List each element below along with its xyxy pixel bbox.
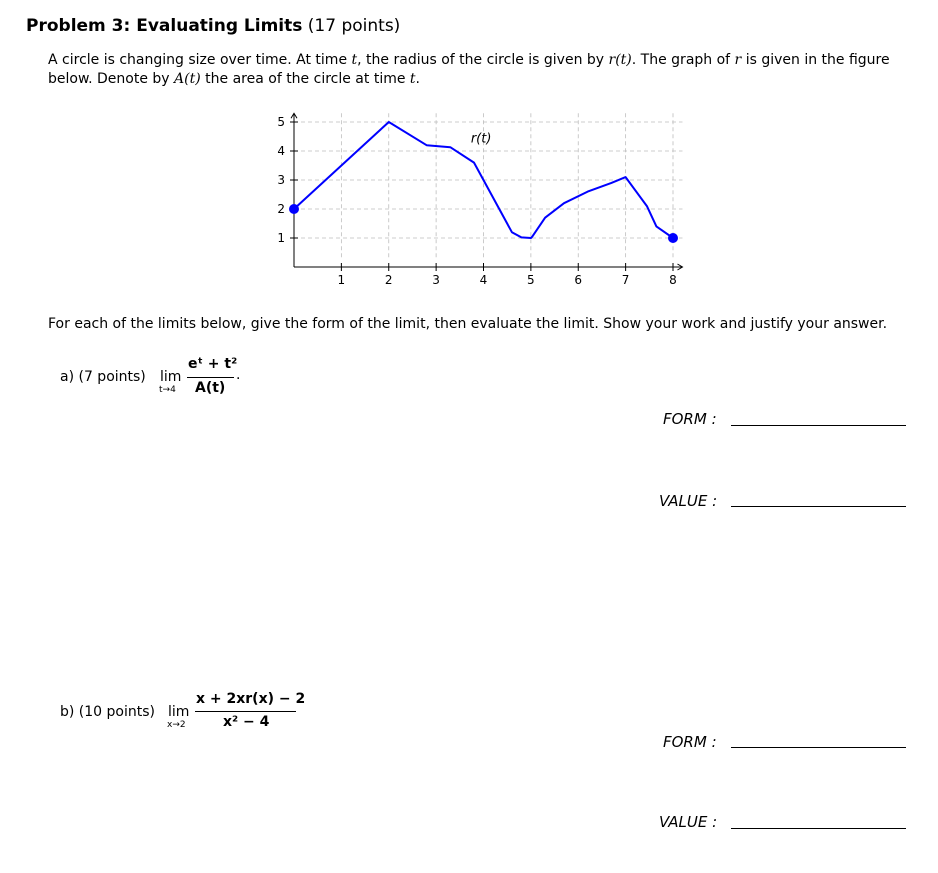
part-b-value-label: VALUE : xyxy=(659,813,718,831)
graph-series xyxy=(289,122,678,243)
problem-title-bold: Problem 3: Evaluating Limits xyxy=(26,16,303,36)
endpoint-dot xyxy=(289,204,299,214)
part-a-numerator: eᵗ + t² xyxy=(188,356,238,372)
part-b-approach: x→2 xyxy=(167,720,186,730)
radius-graph xyxy=(0,0,938,300)
x-tick-label: 4 xyxy=(479,273,488,287)
part-a-form-label: FORM : xyxy=(663,410,717,428)
instructions: For each of the limits below, give the form of the limit, then evaluate the limit. Show your work and justify your answer. xyxy=(48,316,888,332)
part-a-approach: t→4 xyxy=(159,385,176,395)
part-b-value-blank[interactable] xyxy=(731,828,906,829)
y-tick-label: 2 xyxy=(277,202,285,216)
endpoint-dot xyxy=(668,233,678,243)
problem-points: (17 points) xyxy=(307,16,401,36)
part-b-form-blank[interactable] xyxy=(731,747,906,748)
part-b-denominator: x² − 4 xyxy=(223,714,270,730)
part-b-lim: lim xyxy=(168,704,190,720)
y-tick-label: 3 xyxy=(277,173,285,187)
part-a-denominator: A(t) xyxy=(195,380,226,396)
y-tick-label: 4 xyxy=(277,144,285,158)
part-a-value-blank[interactable] xyxy=(731,506,906,507)
x-tick-label: 8 xyxy=(669,273,677,287)
series-label: r(t) xyxy=(470,131,492,147)
part-a-fraction-bar xyxy=(187,377,234,378)
part-b-label: b) (10 points) xyxy=(60,704,155,720)
part-a-period: . xyxy=(236,367,241,383)
part-a-lim: lim xyxy=(160,369,182,385)
x-tick-label: 1 xyxy=(337,273,346,287)
y-tick-label: 5 xyxy=(277,115,285,129)
x-tick-label: 5 xyxy=(527,273,535,287)
part-b-fraction-bar xyxy=(195,711,296,712)
part-b-form-label: FORM : xyxy=(663,733,717,751)
y-tick-label: 1 xyxy=(277,231,285,245)
problem-intro: A circle is changing size over time. At time t, the radius of the circle is given by r(t). The graph of r is given in the figure below. Denote by A(t) the area of the circle at time t. xyxy=(48,52,890,87)
x-tick-label: 2 xyxy=(384,273,393,287)
part-a-label: a) (7 points) xyxy=(60,369,146,385)
part-a-form-blank[interactable] xyxy=(731,425,906,426)
x-tick-label: 3 xyxy=(432,273,440,287)
x-tick-label: 6 xyxy=(574,273,583,287)
part-a-value-label: VALUE : xyxy=(659,492,718,510)
part-b-numerator: x + 2xr(x) − 2 xyxy=(196,691,306,707)
x-tick-label: 7 xyxy=(621,273,630,287)
